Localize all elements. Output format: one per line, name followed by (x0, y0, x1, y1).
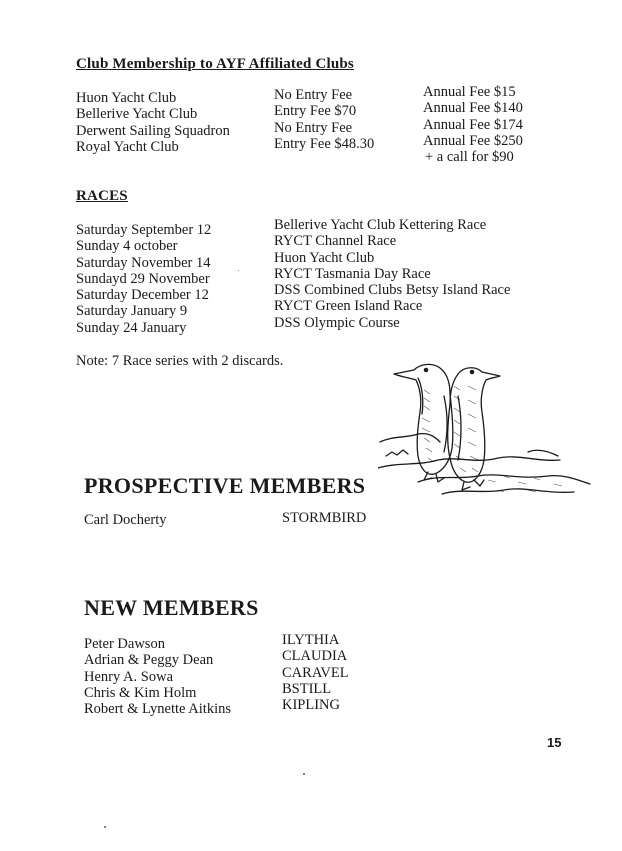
club-annual-fee: Annual Fee $15 (423, 84, 516, 100)
club-annual-fee: Annual Fee $174 (423, 116, 523, 133)
new-member-boats-column (282, 632, 349, 713)
race-date: Sunday 4 october (76, 238, 178, 255)
new-member-boat: CLAUDIA (282, 648, 348, 665)
new-member-boat: CARAVEL (282, 664, 349, 681)
race-dates-column (76, 222, 211, 336)
club-extra-note: + a call for $90 (425, 149, 514, 166)
club-name: Royal Yacht Club (76, 138, 179, 155)
race-name: RYCT Channel Race (274, 233, 397, 250)
club-entry-fee: No Entry Fee (274, 119, 353, 136)
race-name: Bellerive Yacht Club Kettering Race (274, 217, 487, 233)
scan-speck (238, 270, 239, 271)
race-name: DSS Combined Clubs Betsy Island Race (274, 282, 511, 299)
new-members-title: NEW MEMBERS (84, 595, 259, 620)
new-member-name: Robert & Lynette Aitkins (84, 701, 232, 718)
new-member-name: Chris & Kim Holm (84, 684, 197, 701)
race-date: Saturday December 12 (76, 287, 209, 304)
new-member-name: Henry A. Sowa (84, 668, 174, 685)
scan-speck (104, 826, 106, 828)
race-date: Saturday September 12 (76, 222, 212, 238)
race-name: Huon Yacht Club (274, 249, 375, 266)
new-member-boat: KIPLING (282, 697, 340, 714)
new-member-name: Adrian & Peggy Dean (84, 652, 214, 669)
prospective-member-boat: STORMBIRD (282, 510, 367, 526)
prospective-members-title: PROSPECTIVE MEMBERS (84, 473, 366, 498)
club-annual-fee: Annual Fee $250 (423, 132, 523, 149)
page-number: 15 (547, 735, 562, 750)
club-names-column (76, 90, 230, 155)
race-name: RYCT Green Island Race (274, 298, 423, 315)
races-title: RACES (76, 188, 128, 204)
race-names-column (274, 217, 510, 331)
club-membership-title: Club Membership to AYF Affiliated Clubs (76, 56, 354, 72)
race-date: Sundayd 29 November (76, 270, 210, 287)
new-member-boat: ILYTHIA (282, 632, 340, 648)
race-date: Saturday January 9 (76, 303, 188, 320)
race-name: DSS Olympic Course (274, 314, 400, 331)
club-name: Huon Yacht Club (76, 90, 177, 106)
club-entry-fee: Entry Fee $48.30 (274, 135, 375, 152)
prospective-member-name: Carl Docherty (84, 512, 167, 528)
scan-speck (303, 773, 305, 775)
new-member-names-column (84, 636, 231, 717)
club-entry-fee: Entry Fee $70 (274, 103, 357, 120)
race-date: Saturday November 14 (76, 254, 211, 271)
race-series-note: Note: 7 Race series with 2 discards. (76, 353, 284, 369)
race-name: RYCT Tasmania Day Race (274, 265, 431, 282)
club-annual-column (423, 84, 523, 165)
club-entry-column (274, 87, 374, 152)
club-entry-fee: No Entry Fee (274, 87, 353, 103)
club-name: Derwent Sailing Squadron (76, 122, 230, 139)
club-annual-fee: Annual Fee $140 (423, 100, 523, 117)
club-name: Bellerive Yacht Club (76, 106, 198, 123)
penguins-illustration-icon (378, 356, 592, 504)
new-member-boat: BSTILL (282, 680, 332, 697)
race-date: Sunday 24 January (76, 319, 187, 336)
new-member-name: Peter Dawson (84, 636, 165, 652)
